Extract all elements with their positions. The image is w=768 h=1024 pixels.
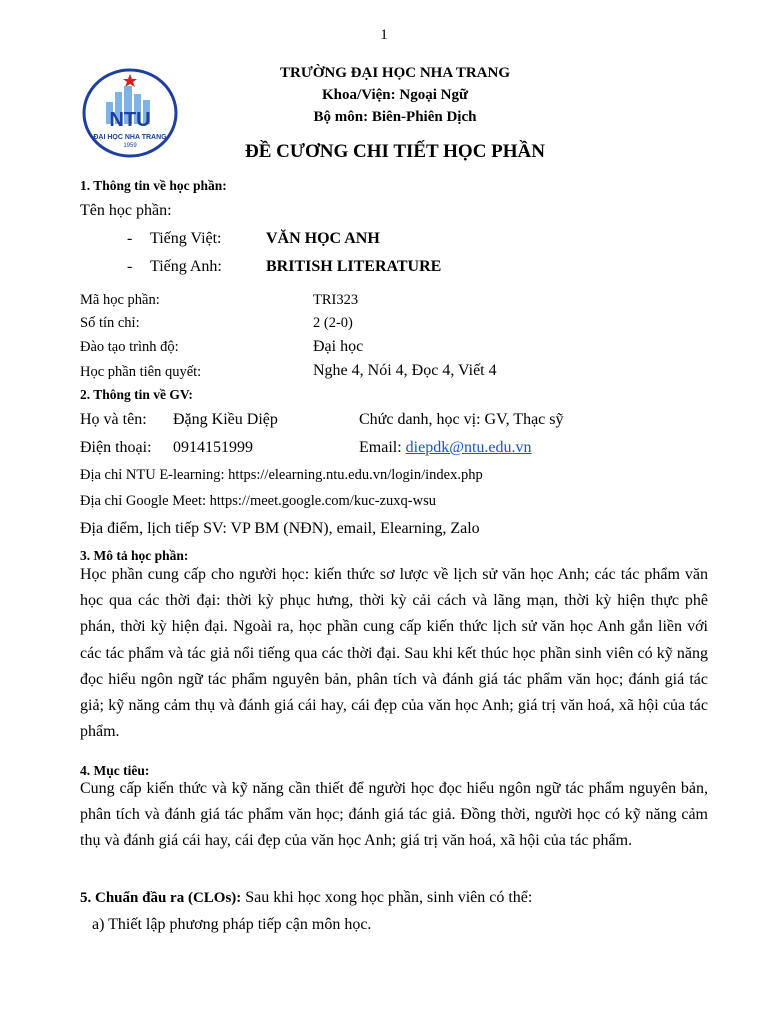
info-value-credits: 2 (2-0) [313, 315, 353, 331]
english-name-value: BRITISH LITERATURE [266, 258, 442, 275]
phone-label: Điện thoại: [80, 439, 152, 456]
vietnamese-name-value: VĂN HỌC ANH [266, 230, 380, 247]
lecturer-name-value: Đặng Kiều Diệp [173, 411, 278, 428]
department-name: Bộ môn: Biên-Phiên Dịch [313, 109, 477, 125]
vietnamese-name-label: Tiếng Việt: [150, 230, 222, 247]
elearning-address: Địa chỉ NTU E-learning: https://elearning.ntu.edu.vn/login/index.php [80, 467, 483, 483]
svg-text:ĐẠI HỌC NHA TRANG: ĐẠI HỌC NHA TRANG [93, 134, 167, 141]
section-5-intro: Sau khi học xong học phần, sinh viên có thể: [245, 889, 533, 906]
office-hours-location: Địa điểm, lịch tiếp SV: VP BM (NĐN), email, Elearning, Zalo [80, 520, 480, 537]
info-label-credits: Số tín chỉ: [80, 315, 140, 331]
clo-item-a: a) Thiết lập phương pháp tiếp cận môn học. [92, 916, 372, 933]
page-number: 1 [380, 27, 388, 43]
lecturer-title: Chức danh, học vị: GV, Thạc sỹ [359, 411, 564, 428]
google-meet-address: Địa chỉ Google Meet: https://meet.google.com/kuc-zuxq-wsu [80, 493, 436, 509]
section-4-heading: 4. Mục tiêu: [80, 763, 150, 778]
section-5-heading: 5. Chuẩn đầu ra (CLOs): [80, 890, 242, 906]
lecturer-name-label: Họ và tên: [80, 411, 147, 428]
phone-value: 0914151999 [173, 439, 253, 456]
document-title: ĐỀ CƯƠNG CHI TIẾT HỌC PHẦN [245, 141, 545, 162]
info-label-prereq: Học phần tiên quyết: [80, 364, 202, 380]
course-name-label: Tên học phần: [80, 202, 172, 219]
email-link[interactable]: diepdk@ntu.edu.vn [405, 439, 532, 456]
svg-text:NTU: NTU [109, 109, 151, 131]
university-name: TRƯỜNG ĐẠI HỌC NHA TRANG [279, 65, 511, 81]
info-label-code: Mã học phần: [80, 292, 160, 308]
bullet-dash: - [127, 230, 133, 247]
info-value-prereq: Nghe 4, Nói 4, Đọc 4, Viết 4 [313, 362, 497, 379]
section-2-heading: 2. Thông tin về GV: [80, 387, 193, 402]
bullet-dash: - [127, 258, 133, 275]
email-label: Email: [359, 439, 402, 456]
email-row [359, 439, 531, 457]
svg-text:1959: 1959 [123, 143, 137, 149]
english-name-label: Tiếng Anh: [150, 258, 222, 275]
faculty-name: Khoa/Viện: Ngoại Ngữ [322, 87, 468, 103]
info-value-code: TRI323 [313, 292, 359, 308]
info-value-level: Đại học [313, 338, 364, 355]
section-5-line [80, 889, 532, 907]
course-description: Học phần cung cấp cho người học: kiến thức sơ lược về lịch sử văn học Anh; các tác phẩm văn học qua các thời đại: thời kỳ phục hưng, thời kỳ cải cách và lãng mạn, thời kỳ hiện thực phê phán, thời kỳ hiện đại. Ngoài ra, học phần cung cấp kiến thức lịch sử văn học Anh gắn liền với các tác phẩm và tác giả nổi tiếng qua các thời đại. Sau khi kết thúc học phần sinh viên có kỹ năng đọc hiểu ngôn ngữ tác phẩm nguyên bản, phân tích và đánh giá tác phẩm văn học; đánh giá tác giả; kỹ năng cảm thụ và đánh giá cái hay, cái đẹp của văn học Anh; giá trị văn hoá, xã hội của tác phẩm. [80, 566, 708, 741]
section-1-heading: 1. Thông tin về học phần: [80, 178, 227, 193]
section-3-heading: 3. Mô tả học phần: [80, 548, 189, 563]
info-label-level: Đào tạo trình độ: [80, 339, 179, 355]
course-objectives: Cung cấp kiến thức và kỹ năng cần thiết để người học đọc hiểu ngôn ngữ tác phẩm nguyên bản, phân tích và đánh giá tác phẩm văn học; đánh giá tác giả. Đồng thời, người học có kỹ năng cảm thụ và đánh giá cái hay, cái đẹp của văn học Anh; giá trị văn hoá, xã hội của tác phẩm. [80, 780, 708, 850]
